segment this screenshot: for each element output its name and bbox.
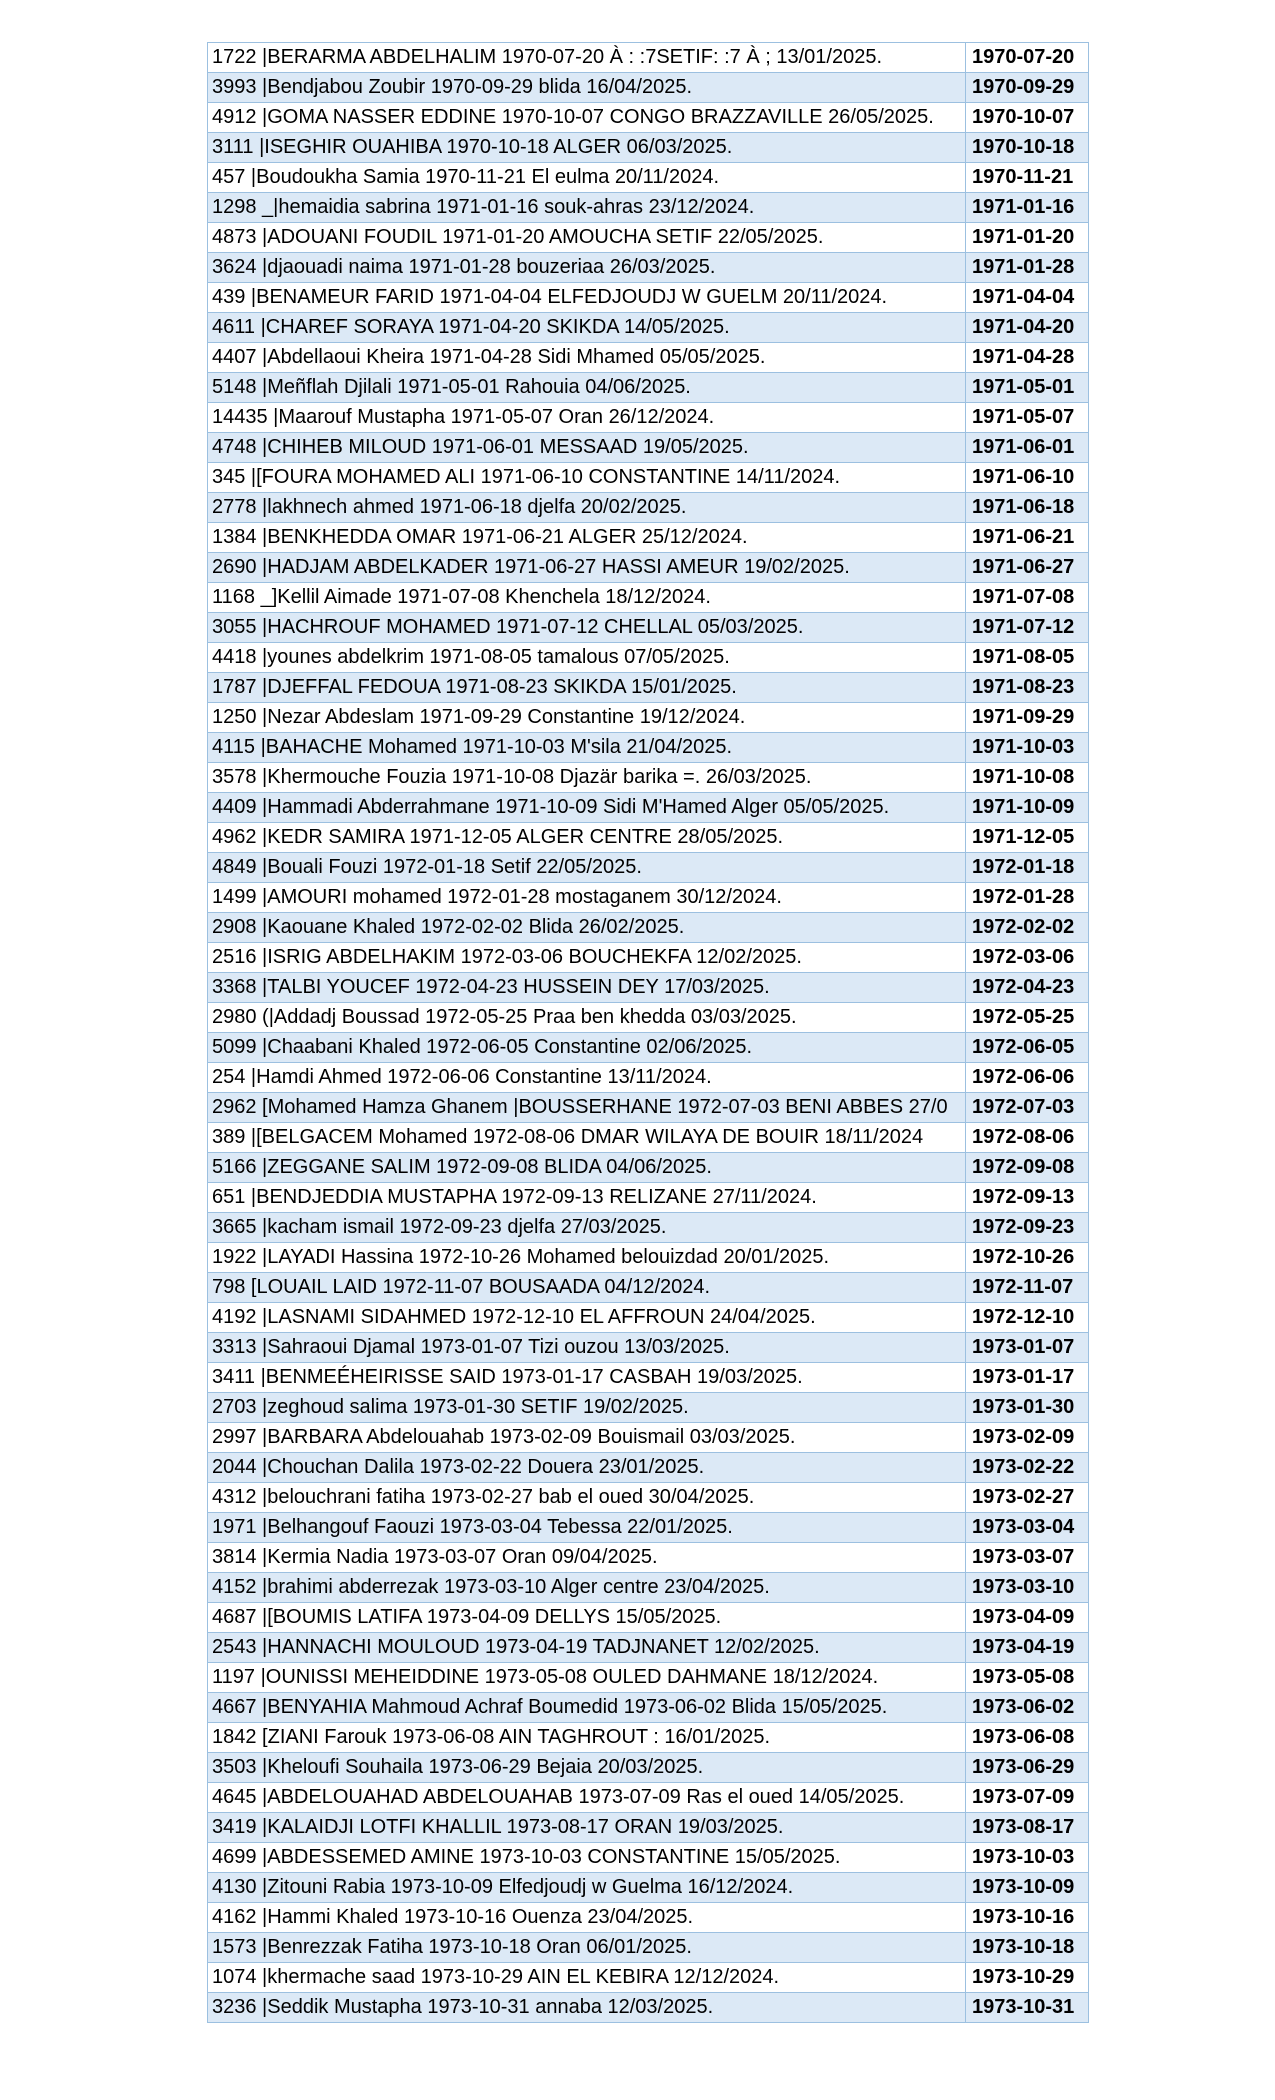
table-row: [208, 1153, 1089, 1183]
record-entry-cell: 4162 |Hammi Khaled 1973-10-16 Ouenza 23/04/2025.: [208, 1903, 966, 1933]
table-row: [208, 1543, 1089, 1573]
table-row: [208, 913, 1089, 943]
record-entry-cell: 4849 |Bouali Fouzi 1972-01-18 Setif 22/05/2025.: [208, 853, 966, 883]
record-entry-cell: 1787 |DJEFFAL FEDOUA 1971-08-23 SKIKDA 15/01/2025.: [208, 673, 966, 703]
table-row: [208, 403, 1089, 433]
record-entry-cell: 5099 |Chaabani Khaled 1972-06-05 Constantine 02/06/2025.: [208, 1033, 966, 1063]
record-date-cell: 1970-10-18: [966, 133, 1089, 163]
record-entry-cell: 1197 |OUNISSI MEHEIDDINE 1973-05-08 OULED DAHMANE 18/12/2024.: [208, 1663, 966, 1693]
record-date-cell: 1972-09-08: [966, 1153, 1089, 1183]
record-date-cell: 1973-10-18: [966, 1933, 1089, 1963]
record-date-cell: 1973-06-08: [966, 1723, 1089, 1753]
record-date-cell: 1972-01-18: [966, 853, 1089, 883]
table-row: [208, 1393, 1089, 1423]
record-date-cell: 1973-10-31: [966, 1993, 1089, 2023]
record-entry-cell: 1499 |AMOURI mohamed 1972-01-28 mostaganem 30/12/2024.: [208, 883, 966, 913]
record-entry-cell: 389 |[BELGACEM Mohamed 1972-08-06 DMAR WILAYA DE BOUIR 18/11/2024: [208, 1123, 966, 1153]
record-entry-cell: 4667 |BENYAHIA Mahmoud Achraf Boumedid 1973-06-02 Blida 15/05/2025.: [208, 1693, 966, 1723]
table-row: [208, 223, 1089, 253]
record-date-cell: 1971-04-20: [966, 313, 1089, 343]
record-date-cell: 1972-04-23: [966, 973, 1089, 1003]
record-date-cell: 1973-01-30: [966, 1393, 1089, 1423]
record-entry-cell: 1384 |BENKHEDDA OMAR 1971-06-21 ALGER 25/12/2024.: [208, 523, 966, 553]
record-date-cell: 1971-06-21: [966, 523, 1089, 553]
record-entry-cell: 3411 |BENMEÉHEIRISSE SAID 1973-01-17 CASBAH 19/03/2025.: [208, 1363, 966, 1393]
table-row: [208, 1033, 1089, 1063]
table-row: [208, 523, 1089, 553]
record-entry-cell: 3665 |kacham ismail 1972-09-23 djelfa 27/03/2025.: [208, 1213, 966, 1243]
record-date-cell: 1971-10-08: [966, 763, 1089, 793]
record-entry-cell: 4699 |ABDESSEMED AMINE 1973-10-03 CONSTANTINE 15/05/2025.: [208, 1843, 966, 1873]
table-row: [208, 823, 1089, 853]
record-entry-cell: 1722 |BERARMA ABDELHALIM 1970-07-20 À : :7SETIF: :7 À ; 13/01/2025.: [208, 43, 966, 73]
record-date-cell: 1973-01-17: [966, 1363, 1089, 1393]
table-row: [208, 253, 1089, 283]
record-date-cell: 1972-09-13: [966, 1183, 1089, 1213]
table-row: [208, 1093, 1089, 1123]
record-date-cell: 1973-04-19: [966, 1633, 1089, 1663]
record-entry-cell: 1168 _]Kellil Aimade 1971-07-08 Khenchela 18/12/2024.: [208, 583, 966, 613]
table-row: [208, 373, 1089, 403]
table-row: [208, 973, 1089, 1003]
table-row: [208, 1963, 1089, 1993]
table-row: [208, 1843, 1089, 1873]
table-row: [208, 433, 1089, 463]
table-row: [208, 643, 1089, 673]
record-entry-cell: 1971 |Belhangouf Faouzi 1973-03-04 Tebessa 22/01/2025.: [208, 1513, 966, 1543]
record-entry-cell: 4192 |LASNAMI SIDAHMED 1972-12-10 EL AFFROUN 24/04/2025.: [208, 1303, 966, 1333]
record-date-cell: 1971-01-28: [966, 253, 1089, 283]
record-date-cell: 1973-02-27: [966, 1483, 1089, 1513]
record-date-cell: 1972-07-03: [966, 1093, 1089, 1123]
record-entry-cell: 4312 |belouchrani fatiha 1973-02-27 bab el oued 30/04/2025.: [208, 1483, 966, 1513]
record-entry-cell: 1298 _|hemaidia sabrina 1971-01-16 souk-ahras 23/12/2024.: [208, 193, 966, 223]
record-date-cell: 1971-04-28: [966, 343, 1089, 373]
record-date-cell: 1973-10-29: [966, 1963, 1089, 1993]
record-date-cell: 1973-06-02: [966, 1693, 1089, 1723]
record-entry-cell: 651 |BENDJEDDIA MUSTAPHA 1972-09-13 RELIZANE 27/11/2024.: [208, 1183, 966, 1213]
record-date-cell: 1972-12-10: [966, 1303, 1089, 1333]
record-date-cell: 1970-11-21: [966, 163, 1089, 193]
record-entry-cell: 3624 |djaouadi naima 1971-01-28 bouzeriaa 26/03/2025.: [208, 253, 966, 283]
record-date-cell: 1971-06-01: [966, 433, 1089, 463]
table-row: [208, 943, 1089, 973]
table-row: [208, 73, 1089, 103]
table-row: [208, 1363, 1089, 1393]
record-date-cell: 1973-07-09: [966, 1783, 1089, 1813]
table-row: [208, 193, 1089, 223]
record-date-cell: 1971-05-07: [966, 403, 1089, 433]
record-date-cell: 1971-07-12: [966, 613, 1089, 643]
record-entry-cell: 4748 |CHIHEB MILOUD 1971-06-01 MESSAAD 19/05/2025.: [208, 433, 966, 463]
record-date-cell: 1972-02-02: [966, 913, 1089, 943]
record-date-cell: 1972-05-25: [966, 1003, 1089, 1033]
table-row: [208, 1993, 1089, 2023]
table-row: [208, 1813, 1089, 1843]
record-entry-cell: 2962 [Mohamed Hamza Ghanem |BOUSSERHANE 1972-07-03 BENI ABBES 27/0: [208, 1093, 966, 1123]
record-date-cell: 1971-06-27: [966, 553, 1089, 583]
record-entry-cell: 457 |Boudoukha Samia 1970-11-21 El eulma 20/11/2024.: [208, 163, 966, 193]
table-row: [208, 493, 1089, 523]
record-date-cell: 1970-07-20: [966, 43, 1089, 73]
record-date-cell: 1973-10-16: [966, 1903, 1089, 1933]
record-date-cell: 1971-12-05: [966, 823, 1089, 853]
table-row: [208, 463, 1089, 493]
record-entry-cell: 1922 |LAYADI Hassina 1972-10-26 Mohamed belouizdad 20/01/2025.: [208, 1243, 966, 1273]
record-date-cell: 1971-10-03: [966, 733, 1089, 763]
record-date-cell: 1971-05-01: [966, 373, 1089, 403]
record-entry-cell: 2703 |zeghoud salima 1973-01-30 SETIF 19/02/2025.: [208, 1393, 966, 1423]
record-entry-cell: 4418 |younes abdelkrim 1971-08-05 tamalous 07/05/2025.: [208, 643, 966, 673]
record-entry-cell: 2543 |HANNACHI MOULOUD 1973-04-19 TADJNANET 12/02/2025.: [208, 1633, 966, 1663]
record-entry-cell: 798 [LOUAIL LAID 1972-11-07 BOUSAADA 04/12/2024.: [208, 1273, 966, 1303]
table-row: [208, 1003, 1089, 1033]
record-date-cell: 1971-07-08: [966, 583, 1089, 613]
record-entry-cell: 3313 |Sahraoui Djamal 1973-01-07 Tizi ouzou 13/03/2025.: [208, 1333, 966, 1363]
record-date-cell: 1973-08-17: [966, 1813, 1089, 1843]
table-row: [208, 1513, 1089, 1543]
table-row: [208, 1603, 1089, 1633]
table-row: [208, 1933, 1089, 1963]
table-row: [208, 1273, 1089, 1303]
record-date-cell: 1971-08-05: [966, 643, 1089, 673]
record-entry-cell: 2980 (|Addadj Boussad 1972-05-25 Praa ben khedda 03/03/2025.: [208, 1003, 966, 1033]
table-row: [208, 1423, 1089, 1453]
record-entry-cell: 439 |BENAMEUR FARID 1971-04-04 ELFEDJOUDJ W GUELM 20/11/2024.: [208, 283, 966, 313]
table-row: [208, 1213, 1089, 1243]
table-row: [208, 553, 1089, 583]
table-row: [208, 1573, 1089, 1603]
record-date-cell: 1972-10-26: [966, 1243, 1089, 1273]
table-row: [208, 763, 1089, 793]
record-entry-cell: 2908 |Kaouane Khaled 1972-02-02 Blida 26/02/2025.: [208, 913, 966, 943]
table-row: [208, 1663, 1089, 1693]
table-row: [208, 1123, 1089, 1153]
record-entry-cell: 2516 |ISRIG ABDELHAKIM 1972-03-06 BOUCHEKFA 12/02/2025.: [208, 943, 966, 973]
table-row: [208, 1333, 1089, 1363]
record-entry-cell: 3368 |TALBI YOUCEF 1972-04-23 HUSSEIN DEY 17/03/2025.: [208, 973, 966, 1003]
record-date-cell: 1972-08-06: [966, 1123, 1089, 1153]
table-row: [208, 1483, 1089, 1513]
table-row: [208, 793, 1089, 823]
record-entry-cell: 4611 |CHAREF SORAYA 1971-04-20 SKIKDA 14/05/2025.: [208, 313, 966, 343]
table-row: [208, 1753, 1089, 1783]
record-date-cell: 1971-06-10: [966, 463, 1089, 493]
record-entry-cell: 1573 |Benrezzak Fatiha 1973-10-18 Oran 06/01/2025.: [208, 1933, 966, 1963]
record-entry-cell: 3578 |Khermouche Fouzia 1971-10-08 Djazär barika =. 26/03/2025.: [208, 763, 966, 793]
record-entry-cell: 3236 |Seddik Mustapha 1973-10-31 annaba 12/03/2025.: [208, 1993, 966, 2023]
record-entry-cell: 4687 |[BOUMIS LATIFA 1973-04-09 DELLYS 15/05/2025.: [208, 1603, 966, 1633]
record-date-cell: 1971-01-20: [966, 223, 1089, 253]
record-entry-cell: 5166 |ZEGGANE SALIM 1972-09-08 BLIDA 04/06/2025.: [208, 1153, 966, 1183]
record-date-cell: 1971-06-18: [966, 493, 1089, 523]
record-date-cell: 1973-03-10: [966, 1573, 1089, 1603]
table-row: [208, 1303, 1089, 1333]
table-row: [208, 883, 1089, 913]
record-date-cell: 1973-03-07: [966, 1543, 1089, 1573]
record-date-cell: 1971-10-09: [966, 793, 1089, 823]
table-row: [208, 673, 1089, 703]
table-row: [208, 1873, 1089, 1903]
record-entry-cell: 4962 |KEDR SAMIRA 1971-12-05 ALGER CENTRE 28/05/2025.: [208, 823, 966, 853]
table-row: [208, 103, 1089, 133]
record-entry-cell: 3503 |Kheloufi Souhaila 1973-06-29 Bejaia 20/03/2025.: [208, 1753, 966, 1783]
record-date-cell: 1970-09-29: [966, 73, 1089, 103]
record-date-cell: 1970-10-07: [966, 103, 1089, 133]
table-row: [208, 1183, 1089, 1213]
record-entry-cell: 2044 |Chouchan Dalila 1973-02-22 Douera 23/01/2025.: [208, 1453, 966, 1483]
record-entry-cell: 254 |Hamdi Ahmed 1972-06-06 Constantine 13/11/2024.: [208, 1063, 966, 1093]
record-date-cell: 1971-04-04: [966, 283, 1089, 313]
record-entry-cell: 2997 |BARBARA Abdelouahab 1973-02-09 Bouismail 03/03/2025.: [208, 1423, 966, 1453]
record-entry-cell: 345 |[FOURA MOHAMED ALI 1971-06-10 CONSTANTINE 14/11/2024.: [208, 463, 966, 493]
table-row: [208, 133, 1089, 163]
record-entry-cell: 14435 |Maarouf Mustapha 1971-05-07 Oran 26/12/2024.: [208, 403, 966, 433]
record-date-cell: 1973-10-09: [966, 1873, 1089, 1903]
record-date-cell: 1972-06-06: [966, 1063, 1089, 1093]
record-date-cell: 1973-03-04: [966, 1513, 1089, 1543]
record-date-cell: 1973-10-03: [966, 1843, 1089, 1873]
record-entry-cell: 4115 |BAHACHE Mohamed 1971-10-03 M'sila 21/04/2025.: [208, 733, 966, 763]
table-row: [208, 1063, 1089, 1093]
table-row: [208, 1453, 1089, 1483]
record-entry-cell: 3055 |HACHROUF MOHAMED 1971-07-12 CHELLAL 05/03/2025.: [208, 613, 966, 643]
table-row: [208, 43, 1089, 73]
record-entry-cell: 1074 |khermache saad 1973-10-29 AIN EL KEBIRA 12/12/2024.: [208, 1963, 966, 1993]
records-table-body: [208, 43, 1089, 2023]
record-entry-cell: 3993 |Bendjabou Zoubir 1970-09-29 blida 16/04/2025.: [208, 73, 966, 103]
record-entry-cell: 4645 |ABDELOUAHAD ABDELOUAHAB 1973-07-09 Ras el oued 14/05/2025.: [208, 1783, 966, 1813]
record-entry-cell: 4409 |Hammadi Abderrahmane 1971-10-09 Sidi M'Hamed Alger 05/05/2025.: [208, 793, 966, 823]
table-row: [208, 1243, 1089, 1273]
table-row: [208, 1633, 1089, 1663]
record-entry-cell: 3111 |ISEGHIR OUAHIBA 1970-10-18 ALGER 06/03/2025.: [208, 133, 966, 163]
record-entry-cell: 4873 |ADOUANI FOUDIL 1971-01-20 AMOUCHA SETIF 22/05/2025.: [208, 223, 966, 253]
record-entry-cell: 1250 |Nezar Abdeslam 1971-09-29 Constantine 19/12/2024.: [208, 703, 966, 733]
table-row: [208, 283, 1089, 313]
record-entry-cell: 4152 |brahimi abderrezak 1973-03-10 Alger centre 23/04/2025.: [208, 1573, 966, 1603]
table-row: [208, 1723, 1089, 1753]
record-entry-cell: 5148 |Meñflah Djilali 1971-05-01 Rahouia 04/06/2025.: [208, 373, 966, 403]
record-entry-cell: 2778 |lakhnech ahmed 1971-06-18 djelfa 20/02/2025.: [208, 493, 966, 523]
table-row: [208, 1783, 1089, 1813]
records-table: [207, 42, 1089, 2023]
record-date-cell: 1973-05-08: [966, 1663, 1089, 1693]
record-date-cell: 1972-03-06: [966, 943, 1089, 973]
record-date-cell: 1972-06-05: [966, 1033, 1089, 1063]
table-row: [208, 343, 1089, 373]
record-entry-cell: 4407 |Abdellaoui Kheira 1971-04-28 Sidi Mhamed 05/05/2025.: [208, 343, 966, 373]
record-entry-cell: 2690 |HADJAM ABDELKADER 1971-06-27 HASSI AMEUR 19/02/2025.: [208, 553, 966, 583]
record-entry-cell: 3814 |Kermia Nadia 1973-03-07 Oran 09/04/2025.: [208, 1543, 966, 1573]
record-entry-cell: 4130 |Zitouni Rabia 1973-10-09 Elfedjoudj w Guelma 16/12/2024.: [208, 1873, 966, 1903]
record-date-cell: 1971-09-29: [966, 703, 1089, 733]
record-date-cell: 1973-01-07: [966, 1333, 1089, 1363]
record-date-cell: 1971-01-16: [966, 193, 1089, 223]
table-row: [208, 1903, 1089, 1933]
table-row: [208, 583, 1089, 613]
record-date-cell: 1973-04-09: [966, 1603, 1089, 1633]
record-date-cell: 1973-06-29: [966, 1753, 1089, 1783]
record-date-cell: 1972-09-23: [966, 1213, 1089, 1243]
record-date-cell: 1972-01-28: [966, 883, 1089, 913]
record-date-cell: 1973-02-22: [966, 1453, 1089, 1483]
table-row: [208, 1693, 1089, 1723]
table-row: [208, 703, 1089, 733]
table-row: [208, 613, 1089, 643]
table-row: [208, 853, 1089, 883]
record-date-cell: 1972-11-07: [966, 1273, 1089, 1303]
record-entry-cell: 3419 |KALAIDJI LOTFI KHALLIL 1973-08-17 ORAN 19/03/2025.: [208, 1813, 966, 1843]
record-entry-cell: 4912 |GOMA NASSER EDDINE 1970-10-07 CONGO BRAZZAVILLE 26/05/2025.: [208, 103, 966, 133]
table-row: [208, 313, 1089, 343]
table-row: [208, 733, 1089, 763]
table-row: [208, 163, 1089, 193]
record-date-cell: 1971-08-23: [966, 673, 1089, 703]
record-date-cell: 1973-02-09: [966, 1423, 1089, 1453]
record-entry-cell: 1842 [ZIANI Farouk 1973-06-08 AIN TAGHROUT : 16/01/2025.: [208, 1723, 966, 1753]
